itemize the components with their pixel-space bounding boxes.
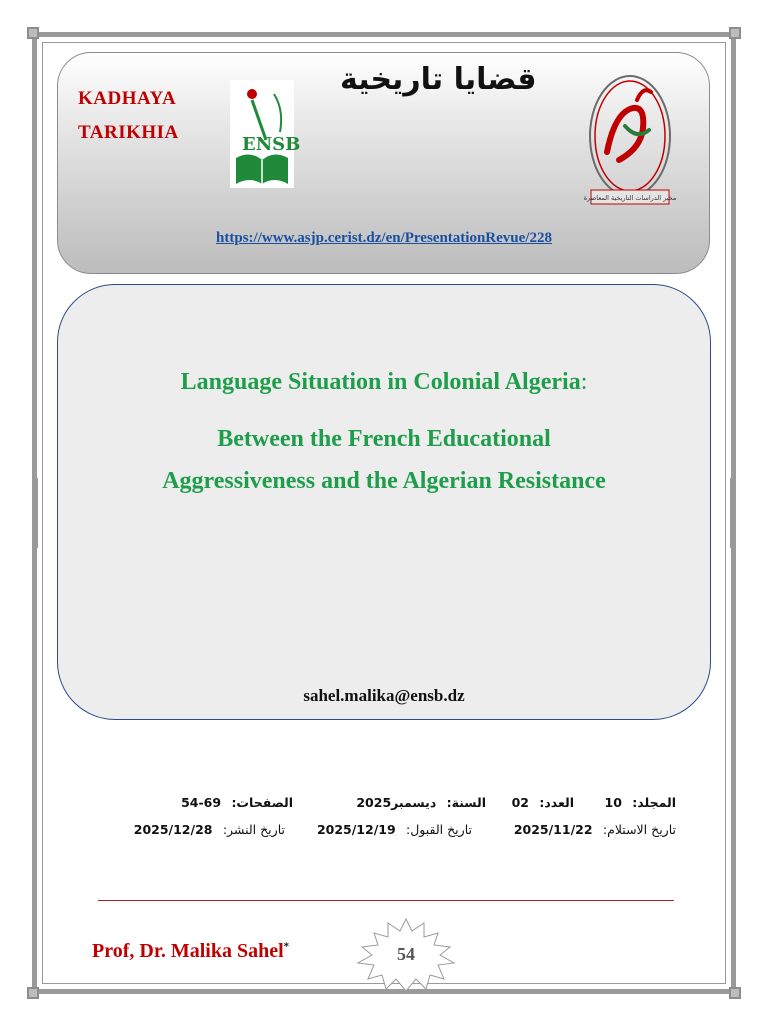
- journal-name-line-1: KADHAYA: [78, 88, 177, 109]
- lab-logo: [585, 72, 675, 210]
- article-title-box: [57, 284, 711, 720]
- author-email[interactable]: sahel.malika@ensb.dz: [303, 686, 465, 705]
- meta-received: [514, 822, 676, 837]
- meta-accepted: [317, 822, 472, 837]
- article-title-line-1: [0, 369, 768, 396]
- footer-divider: [98, 900, 674, 901]
- meta-pages-label: الصفحات:: [231, 795, 293, 810]
- meta-issue: [512, 795, 574, 810]
- frame-corner: [27, 987, 39, 999]
- title-colon: :: [580, 369, 588, 395]
- meta-year-value: ديسمبر2025: [356, 795, 437, 810]
- meta-accepted-value: 2025/12/19: [316, 822, 396, 837]
- author-name: [92, 940, 289, 963]
- meta-published-label: تاريخ النشر:: [222, 822, 285, 837]
- meta-published-value: 2025/12/28: [133, 822, 213, 837]
- author-footnote-mark: *: [283, 940, 290, 953]
- meta-volume-value: 10: [604, 795, 622, 810]
- meta-published: [134, 822, 285, 837]
- meta-issue-label: العدد:: [539, 795, 574, 810]
- article-title-line-3: Aggressiveness and the Algerian Resistance: [162, 468, 606, 494]
- meta-received-value: 2025/11/22: [513, 822, 593, 837]
- lab-logo-caption: مخبر الدراسات التاريخية المعاصرة: [583, 194, 677, 202]
- page-number: 54: [397, 944, 415, 964]
- frame-corner: [729, 27, 741, 39]
- meta-pages: [181, 795, 293, 810]
- frame-corner: [729, 987, 741, 999]
- meta-volume-label: المجلد:: [632, 795, 676, 810]
- journal-name-line-2: TARIKHIA: [78, 122, 179, 143]
- article-title-line-2: Between the French Educational: [217, 426, 551, 452]
- meta-issue-value: 02: [511, 795, 529, 810]
- meta-year: [356, 795, 486, 810]
- ensb-logo-text: ENSB: [242, 134, 301, 155]
- title-text-1: Language Situation in Colonial Algeria: [180, 369, 581, 395]
- meta-pages-value: 54-69: [181, 795, 222, 810]
- meta-received-label: تاريخ الاستلام:: [602, 822, 676, 837]
- author-name-text: Prof, Dr. Malika Sahel: [92, 940, 284, 962]
- journal-url-link[interactable]: https://www.asjp.cerist.dz/en/PresentationRevue/228: [216, 230, 552, 246]
- journal-name-latin: [78, 82, 179, 150]
- frame-corner: [27, 27, 39, 39]
- ensb-logo: [230, 80, 301, 188]
- meta-year-label: السنة:: [446, 795, 486, 810]
- journal-name-arabic: قضايا تاريخية: [340, 62, 537, 97]
- meta-accepted-label: تاريخ القبول:: [406, 822, 472, 837]
- meta-volume: [605, 795, 676, 810]
